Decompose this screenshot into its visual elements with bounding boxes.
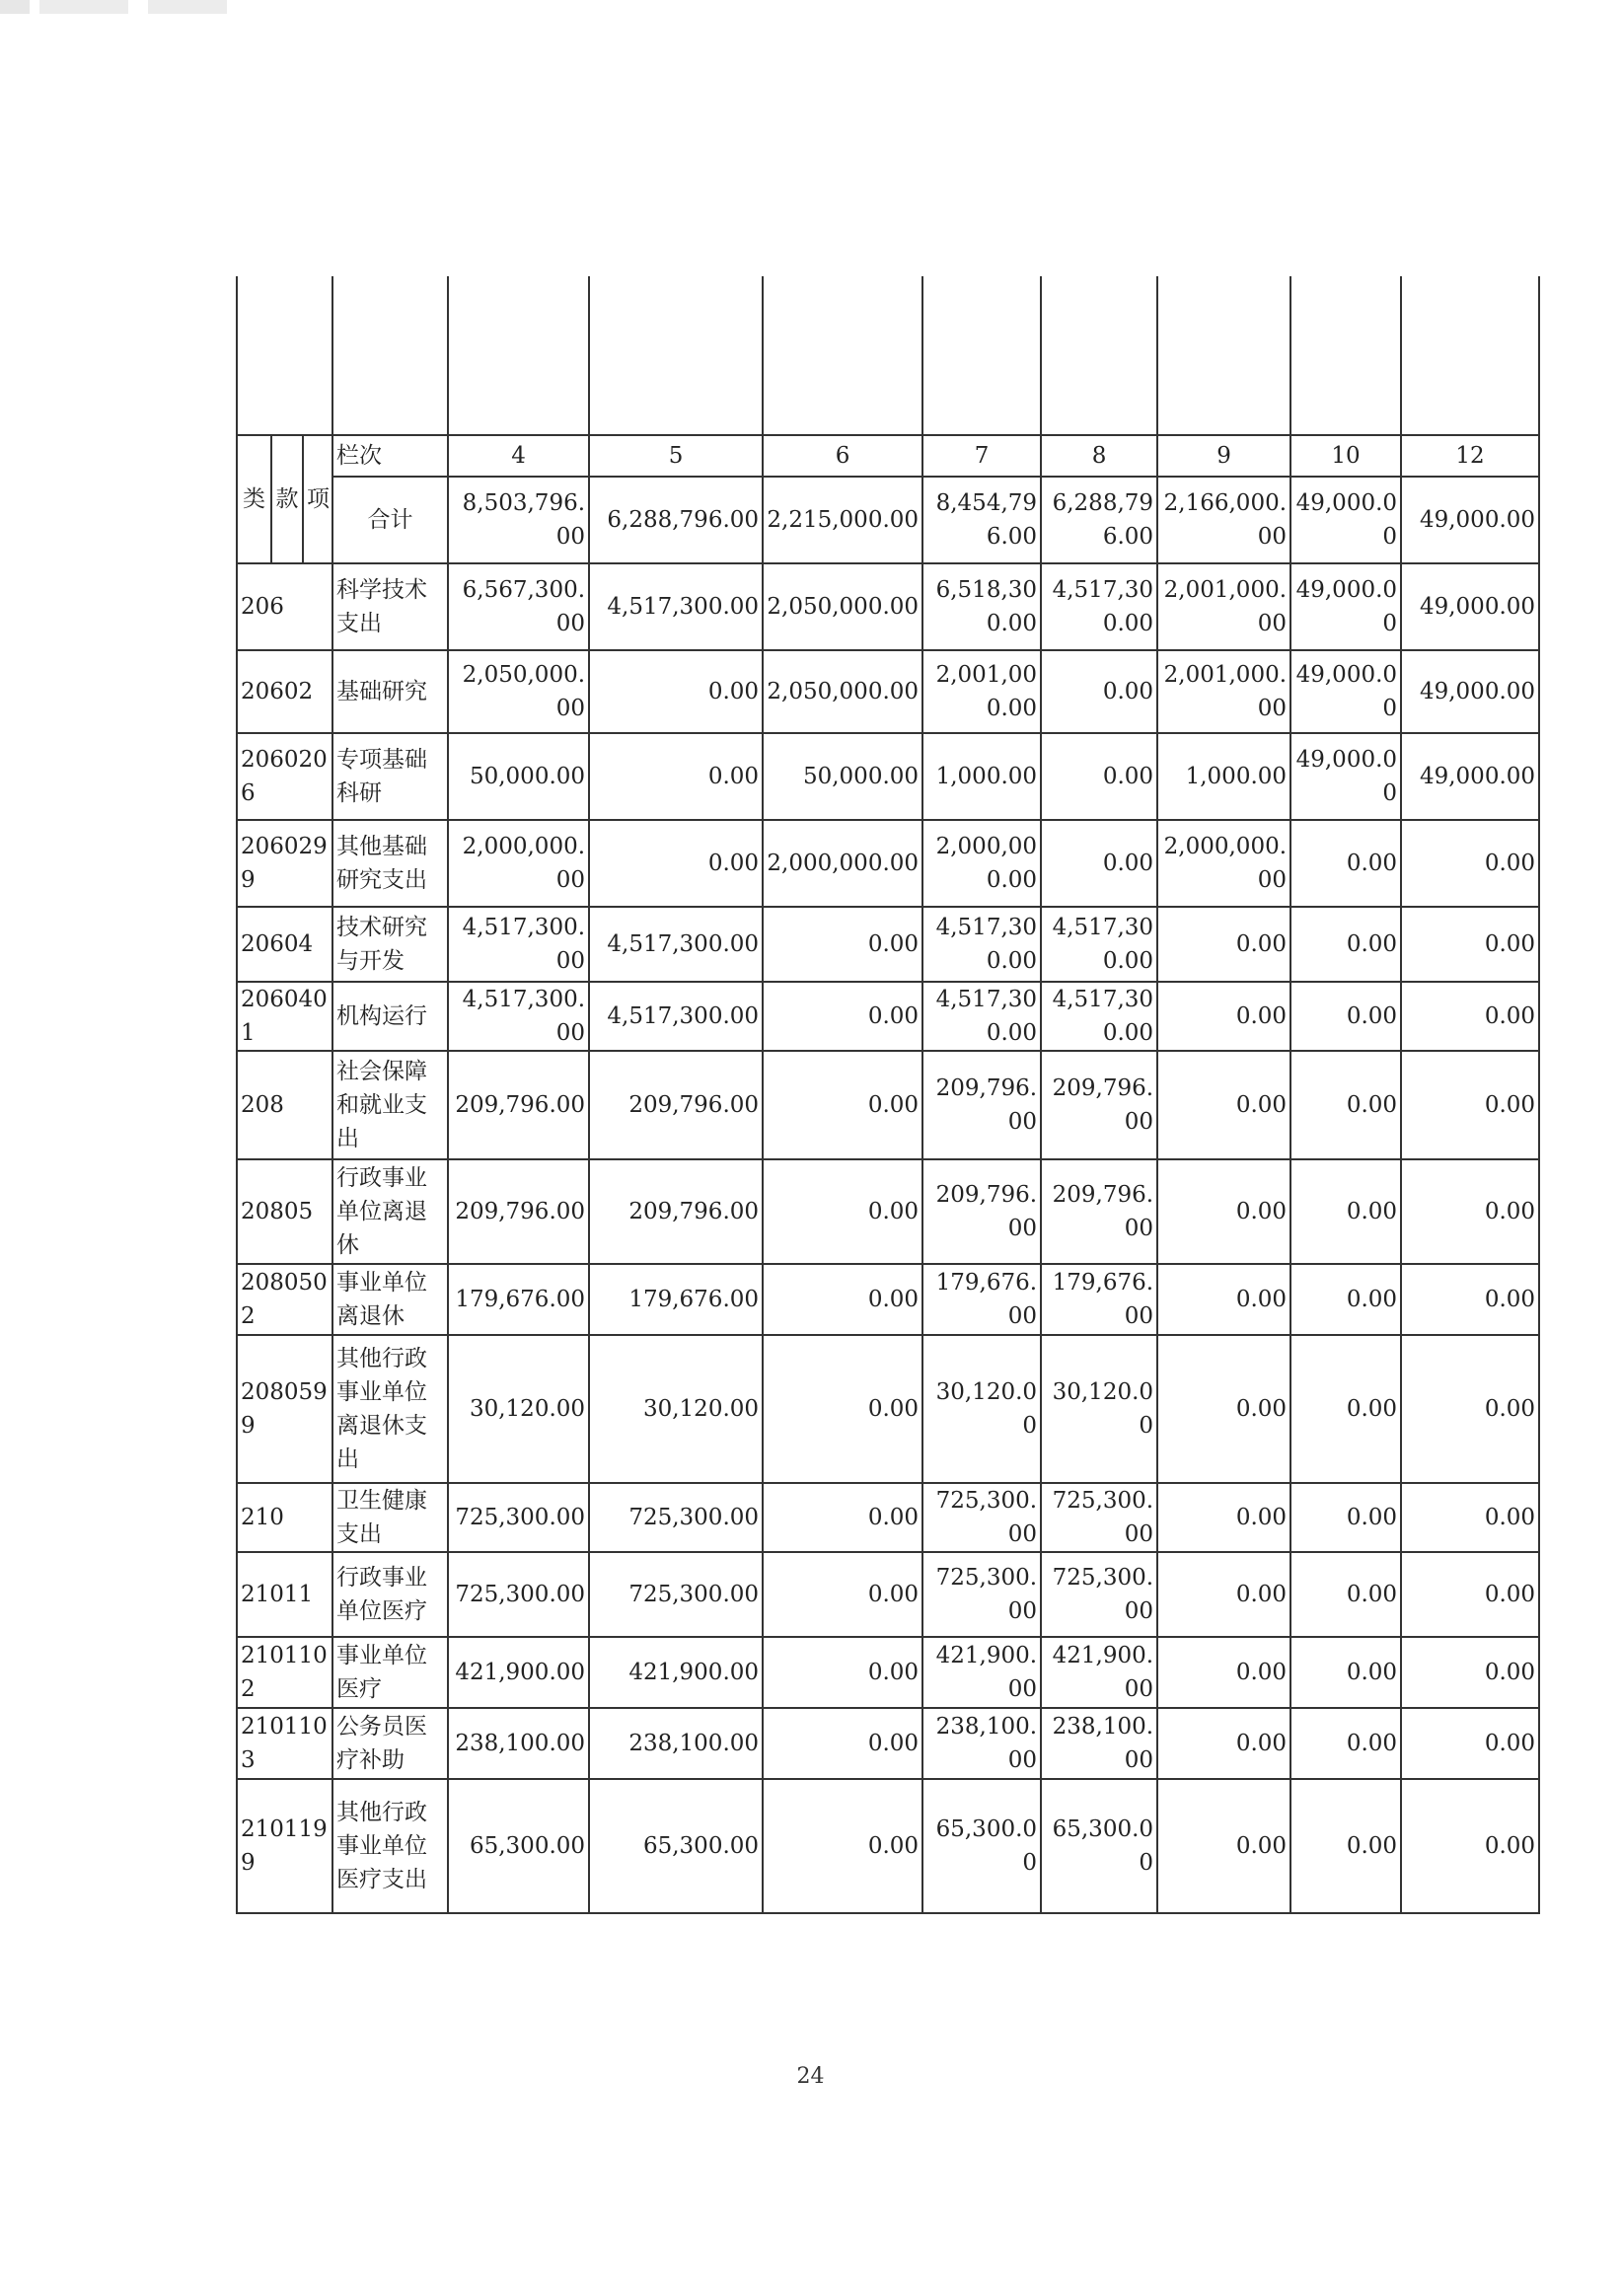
row-value: 30,120.00 xyxy=(448,1335,589,1483)
table-row xyxy=(237,820,1539,907)
row-value: 0.00 xyxy=(1401,1159,1539,1264)
row-code: 206 xyxy=(237,563,332,650)
row-name: 其他行政事业单位离退休支出 xyxy=(332,1335,448,1483)
row-value: 49,000.00 xyxy=(1401,563,1539,650)
row-value: 0.00 xyxy=(1041,733,1157,820)
row-value: 49,000.00 xyxy=(1290,563,1401,650)
row-value: 2,000,000.00 xyxy=(448,820,589,907)
row-value: 4,517,300.00 xyxy=(589,982,763,1051)
row-name: 行政事业单位医疗 xyxy=(332,1552,448,1637)
row-code: 2080502 xyxy=(237,1264,332,1335)
row-name: 公务员医疗补助 xyxy=(332,1708,448,1779)
table-row xyxy=(237,1708,1539,1779)
row-value: 0.00 xyxy=(1290,1779,1401,1913)
row-value: 725,300.00 xyxy=(589,1552,763,1637)
blank-cell xyxy=(332,276,448,435)
row-value: 0.00 xyxy=(1290,1483,1401,1552)
row-name: 技术研究与开发 xyxy=(332,907,448,982)
row-value: 0.00 xyxy=(1290,1335,1401,1483)
row-value: 209,796.00 xyxy=(448,1159,589,1264)
table-row xyxy=(237,1637,1539,1708)
total-value: 8,454,796.00 xyxy=(922,477,1041,563)
table-row xyxy=(237,733,1539,820)
row-value: 238,100.00 xyxy=(1041,1708,1157,1779)
row-code: 2101199 xyxy=(237,1779,332,1913)
row-value: 0.00 xyxy=(763,907,922,982)
row-value: 421,900.00 xyxy=(1041,1637,1157,1708)
row-value: 0.00 xyxy=(1157,1051,1290,1159)
row-value: 0.00 xyxy=(1401,1552,1539,1637)
row-value: 2,001,000.00 xyxy=(1157,650,1290,733)
row-value: 421,900.00 xyxy=(589,1637,763,1708)
row-value: 4,517,300.00 xyxy=(1041,982,1157,1051)
table-row xyxy=(237,907,1539,982)
col-number: 10 xyxy=(1290,435,1401,477)
total-row xyxy=(237,477,1539,563)
row-value: 0.00 xyxy=(763,1552,922,1637)
row-value: 0.00 xyxy=(1041,650,1157,733)
row-value: 50,000.00 xyxy=(448,733,589,820)
row-value: 0.00 xyxy=(1290,820,1401,907)
row-value: 0.00 xyxy=(763,1051,922,1159)
row-value: 0.00 xyxy=(763,1637,922,1708)
row-value: 0.00 xyxy=(1157,982,1290,1051)
row-value: 421,900.00 xyxy=(448,1637,589,1708)
table-row xyxy=(237,563,1539,650)
row-value: 0.00 xyxy=(763,1708,922,1779)
row-value: 49,000.00 xyxy=(1290,650,1401,733)
row-value: 0.00 xyxy=(1401,907,1539,982)
column-number-row xyxy=(237,435,1539,477)
row-name: 事业单位医疗 xyxy=(332,1637,448,1708)
table-row xyxy=(237,1552,1539,1637)
row-value: 0.00 xyxy=(1290,1708,1401,1779)
row-value: 209,796.00 xyxy=(589,1051,763,1159)
row-value: 209,796.00 xyxy=(922,1159,1041,1264)
row-value: 0.00 xyxy=(1041,820,1157,907)
row-value: 6,567,300.00 xyxy=(448,563,589,650)
row-value: 0.00 xyxy=(763,982,922,1051)
row-name: 其他基础研究支出 xyxy=(332,820,448,907)
cat-label-lei: 类 xyxy=(237,435,271,563)
row-value: 0.00 xyxy=(1401,982,1539,1051)
row-name: 基础研究 xyxy=(332,650,448,733)
row-name: 卫生健康支出 xyxy=(332,1483,448,1552)
total-value: 8,503,796.00 xyxy=(448,477,589,563)
row-value: 2,000,000.00 xyxy=(922,820,1041,907)
row-value: 0.00 xyxy=(1157,1335,1290,1483)
row-name: 社会保障和就业支出 xyxy=(332,1051,448,1159)
row-value: 0.00 xyxy=(1401,1051,1539,1159)
row-code: 210 xyxy=(237,1483,332,1552)
row-value: 0.00 xyxy=(763,1264,922,1335)
row-value: 0.00 xyxy=(1157,1779,1290,1913)
row-value: 209,796.00 xyxy=(922,1051,1041,1159)
cat-label-kuan: 款 xyxy=(271,435,303,563)
row-value: 0.00 xyxy=(1401,820,1539,907)
row-value: 49,000.00 xyxy=(1290,733,1401,820)
col-number: 5 xyxy=(589,435,763,477)
table-row xyxy=(237,650,1539,733)
row-value: 0.00 xyxy=(1290,1159,1401,1264)
row-value: 6,518,300.00 xyxy=(922,563,1041,650)
row-name: 行政事业单位离退休 xyxy=(332,1159,448,1264)
total-label: 合计 xyxy=(332,477,448,563)
row-code: 2060299 xyxy=(237,820,332,907)
row-value: 725,300.00 xyxy=(1041,1483,1157,1552)
row-value: 49,000.00 xyxy=(1401,733,1539,820)
row-value: 0.00 xyxy=(1290,907,1401,982)
row-value: 2,001,000.00 xyxy=(922,650,1041,733)
row-value: 421,900.00 xyxy=(922,1637,1041,1708)
col-number: 9 xyxy=(1157,435,1290,477)
column-label: 栏次 xyxy=(332,435,448,477)
row-value: 2,000,000.00 xyxy=(1157,820,1290,907)
table-row xyxy=(237,1335,1539,1483)
row-value: 4,517,300.00 xyxy=(589,563,763,650)
table-row xyxy=(237,1779,1539,1913)
row-value: 4,517,300.00 xyxy=(1041,563,1157,650)
cat-label-xiang: 项 xyxy=(303,435,332,563)
row-value: 4,517,300.00 xyxy=(448,907,589,982)
row-value: 30,120.00 xyxy=(589,1335,763,1483)
row-value: 179,676.00 xyxy=(448,1264,589,1335)
blank-cell xyxy=(1041,276,1157,435)
row-value: 2,000,000.00 xyxy=(763,820,922,907)
row-value: 2,050,000.00 xyxy=(763,563,922,650)
row-value: 0.00 xyxy=(1157,1159,1290,1264)
row-name: 专项基础科研 xyxy=(332,733,448,820)
row-value: 238,100.00 xyxy=(589,1708,763,1779)
row-code: 20604 xyxy=(237,907,332,982)
row-value: 65,300.00 xyxy=(448,1779,589,1913)
row-code: 2101103 xyxy=(237,1708,332,1779)
col-number: 7 xyxy=(922,435,1041,477)
row-code: 2060206 xyxy=(237,733,332,820)
row-value: 49,000.00 xyxy=(1401,650,1539,733)
row-name: 事业单位离退休 xyxy=(332,1264,448,1335)
row-value: 0.00 xyxy=(1157,907,1290,982)
row-value: 4,517,300.00 xyxy=(589,907,763,982)
row-value: 1,000.00 xyxy=(922,733,1041,820)
row-value: 65,300.00 xyxy=(1041,1779,1157,1913)
col-number: 8 xyxy=(1041,435,1157,477)
row-value: 0.00 xyxy=(763,1483,922,1552)
table-row xyxy=(237,1051,1539,1159)
row-value: 0.00 xyxy=(763,1779,922,1913)
row-value: 0.00 xyxy=(1157,1483,1290,1552)
row-value: 0.00 xyxy=(1401,1264,1539,1335)
row-value: 209,796.00 xyxy=(448,1051,589,1159)
row-value: 30,120.00 xyxy=(922,1335,1041,1483)
col-number: 4 xyxy=(448,435,589,477)
row-value: 179,676.00 xyxy=(922,1264,1041,1335)
total-value: 2,166,000.00 xyxy=(1157,477,1290,563)
blank-cell xyxy=(1290,276,1401,435)
row-value: 0.00 xyxy=(1290,1637,1401,1708)
row-name: 科学技术支出 xyxy=(332,563,448,650)
blank-cell xyxy=(1401,276,1539,435)
row-value: 725,300.00 xyxy=(1041,1552,1157,1637)
row-value: 4,517,300.00 xyxy=(922,982,1041,1051)
row-value: 0.00 xyxy=(589,820,763,907)
blank-cell xyxy=(589,276,763,435)
row-value: 2,050,000.00 xyxy=(448,650,589,733)
row-value: 1,000.00 xyxy=(1157,733,1290,820)
row-value: 65,300.00 xyxy=(589,1779,763,1913)
col-number: 12 xyxy=(1401,435,1539,477)
row-value: 0.00 xyxy=(763,1335,922,1483)
row-value: 4,517,300.00 xyxy=(448,982,589,1051)
blank-cell xyxy=(237,276,332,435)
row-value: 2,050,000.00 xyxy=(763,650,922,733)
budget-table xyxy=(236,276,1540,1914)
table-row xyxy=(237,982,1539,1051)
row-code: 20805 xyxy=(237,1159,332,1264)
scan-artifact xyxy=(0,0,395,14)
row-name: 其他行政事业单位医疗支出 xyxy=(332,1779,448,1913)
row-value: 0.00 xyxy=(1290,1051,1401,1159)
row-value: 725,300.00 xyxy=(448,1552,589,1637)
row-value: 2,001,000.00 xyxy=(1157,563,1290,650)
row-code: 2080599 xyxy=(237,1335,332,1483)
blank-cell xyxy=(448,276,589,435)
row-code: 20602 xyxy=(237,650,332,733)
row-value: 4,517,300.00 xyxy=(922,907,1041,982)
row-code: 2101102 xyxy=(237,1637,332,1708)
total-value: 6,288,796.00 xyxy=(1041,477,1157,563)
header-blank-row xyxy=(237,276,1539,435)
total-value: 2,215,000.00 xyxy=(763,477,922,563)
col-number: 6 xyxy=(763,435,922,477)
table-row xyxy=(237,1264,1539,1335)
row-value: 725,300.00 xyxy=(448,1483,589,1552)
row-value: 179,676.00 xyxy=(1041,1264,1157,1335)
row-value: 0.00 xyxy=(589,650,763,733)
total-value: 6,288,796.00 xyxy=(589,477,763,563)
row-value: 0.00 xyxy=(1290,982,1401,1051)
row-value: 0.00 xyxy=(1401,1483,1539,1552)
row-name: 机构运行 xyxy=(332,982,448,1051)
row-code: 2060401 xyxy=(237,982,332,1051)
row-value: 238,100.00 xyxy=(922,1708,1041,1779)
row-value: 0.00 xyxy=(1157,1708,1290,1779)
total-value: 49,000.00 xyxy=(1401,477,1539,563)
row-value: 4,517,300.00 xyxy=(1041,907,1157,982)
row-value: 0.00 xyxy=(589,733,763,820)
row-value: 50,000.00 xyxy=(763,733,922,820)
row-value: 725,300.00 xyxy=(922,1552,1041,1637)
table-row xyxy=(237,1483,1539,1552)
row-value: 0.00 xyxy=(1401,1779,1539,1913)
row-value: 725,300.00 xyxy=(589,1483,763,1552)
blank-cell xyxy=(1157,276,1290,435)
row-code: 21011 xyxy=(237,1552,332,1637)
row-value: 0.00 xyxy=(1157,1637,1290,1708)
row-value: 0.00 xyxy=(1401,1637,1539,1708)
table-row xyxy=(237,1159,1539,1264)
row-value: 30,120.00 xyxy=(1041,1335,1157,1483)
row-value: 0.00 xyxy=(1157,1552,1290,1637)
blank-cell xyxy=(922,276,1041,435)
row-value: 179,676.00 xyxy=(589,1264,763,1335)
row-code: 208 xyxy=(237,1051,332,1159)
row-value: 725,300.00 xyxy=(922,1483,1041,1552)
page-number: 24 xyxy=(796,2064,825,2089)
row-value: 0.00 xyxy=(1401,1335,1539,1483)
row-value: 0.00 xyxy=(1157,1264,1290,1335)
row-value: 0.00 xyxy=(1290,1264,1401,1335)
row-value: 0.00 xyxy=(1401,1708,1539,1779)
row-value: 209,796.00 xyxy=(1041,1159,1157,1264)
row-value: 209,796.00 xyxy=(1041,1051,1157,1159)
total-value: 49,000.00 xyxy=(1290,477,1401,563)
row-value: 65,300.00 xyxy=(922,1779,1041,1913)
blank-cell xyxy=(763,276,922,435)
row-value: 0.00 xyxy=(763,1159,922,1264)
row-value: 0.00 xyxy=(1290,1552,1401,1637)
row-value: 209,796.00 xyxy=(589,1159,763,1264)
row-value: 238,100.00 xyxy=(448,1708,589,1779)
